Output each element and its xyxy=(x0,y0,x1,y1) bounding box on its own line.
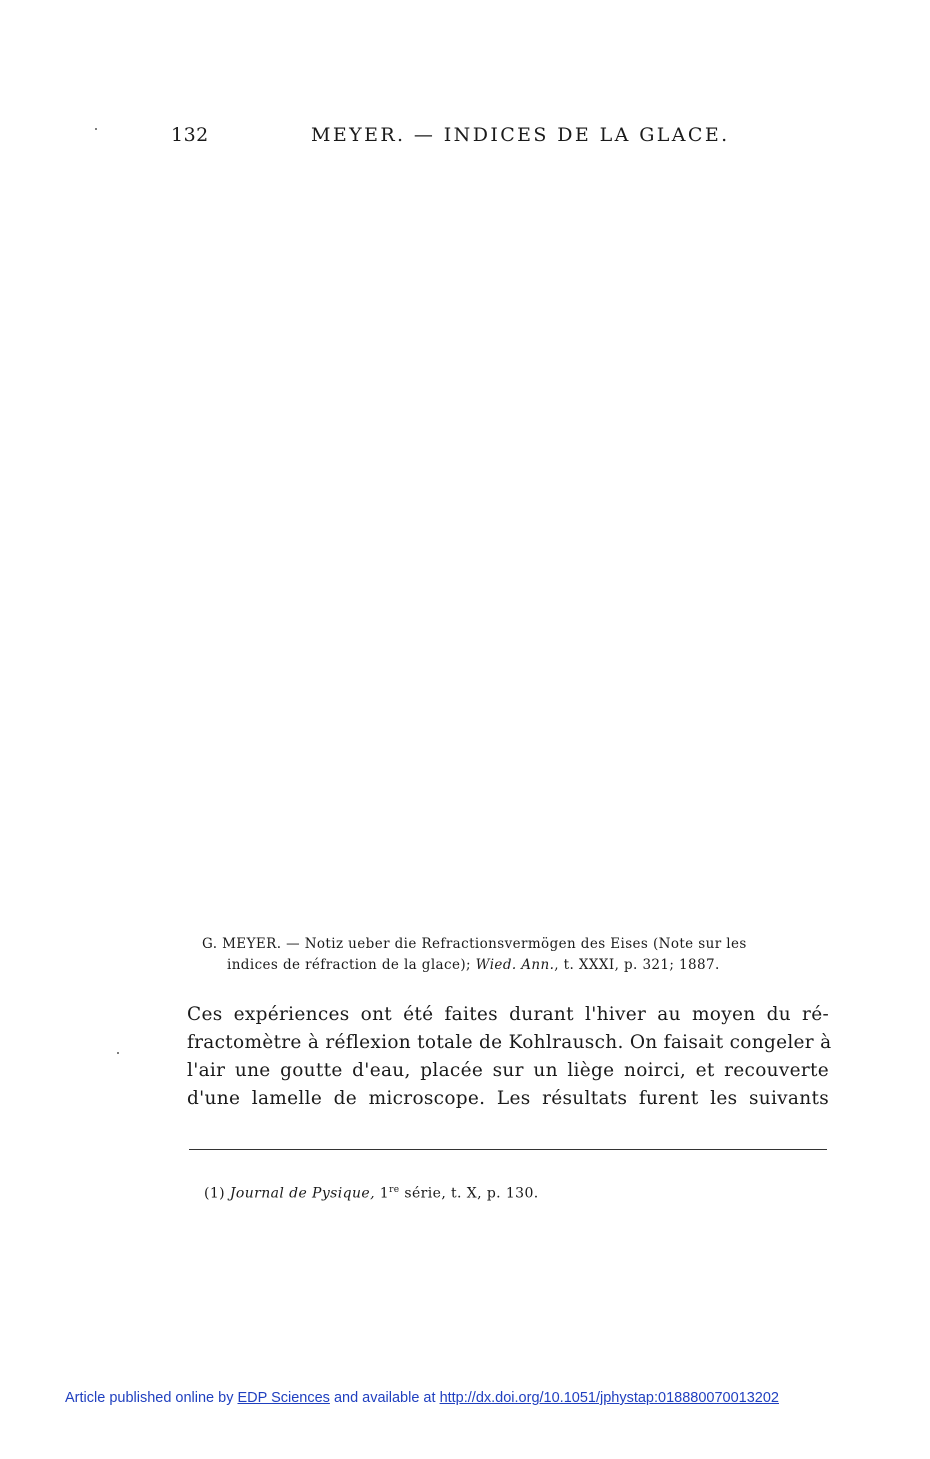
footnote-details: série, t. X, p. 130. xyxy=(399,1185,539,1202)
abstract-line-2 xyxy=(202,955,827,976)
credit-prefix: Article published online by xyxy=(65,1390,238,1406)
abstract-citation-details: , t. XXXI, p. 321; 1887. xyxy=(554,957,720,973)
page-number: 132 xyxy=(171,124,209,146)
footnote-marker: (1) xyxy=(204,1185,226,1202)
abstract-title-cont: indices de réfraction de la glace); xyxy=(227,957,476,973)
footnote xyxy=(204,1185,539,1202)
body-line: Ces expériences ont été faites durant l'hiver au moyen du ré- xyxy=(187,1004,829,1025)
scan-speck xyxy=(95,128,97,130)
footnote-rule xyxy=(189,1149,827,1150)
body-line: fractomètre à réflexion totale de Kohlrausch. On faisait congeler à xyxy=(187,1032,832,1053)
abstract-citation xyxy=(202,934,827,976)
abstract-journal: Wied. Ann. xyxy=(475,957,555,973)
body-line: d'une lamelle de microscope. Les résultats furent les suivants xyxy=(187,1088,829,1109)
abstract-author: G. MEYER. xyxy=(202,936,282,952)
abstract-dash: — xyxy=(281,936,305,952)
footnote-series-superscript: re xyxy=(389,1185,400,1195)
body-line: l'air une goutte d'eau, placée sur un liège noirci, et recouverte xyxy=(187,1060,829,1081)
body-paragraph xyxy=(187,1001,832,1113)
abstract-title: Notiz ueber die Refractionsvermögen des Eises (Note sur les xyxy=(304,936,747,952)
running-head: MEYER. — INDICES DE LA GLACE. xyxy=(311,124,730,146)
publication-credit xyxy=(65,1390,779,1406)
doi-link[interactable]: http://dx.doi.org/10.1051/jphystap:018880070013202 xyxy=(439,1390,779,1406)
credit-middle: and available at xyxy=(329,1390,440,1406)
publisher-link[interactable]: EDP Sciences xyxy=(237,1390,330,1406)
footnote-journal: Journal de Pysique, xyxy=(229,1185,375,1202)
footnote-series-number: 1 xyxy=(379,1185,390,1202)
scan-speck xyxy=(117,1052,119,1054)
